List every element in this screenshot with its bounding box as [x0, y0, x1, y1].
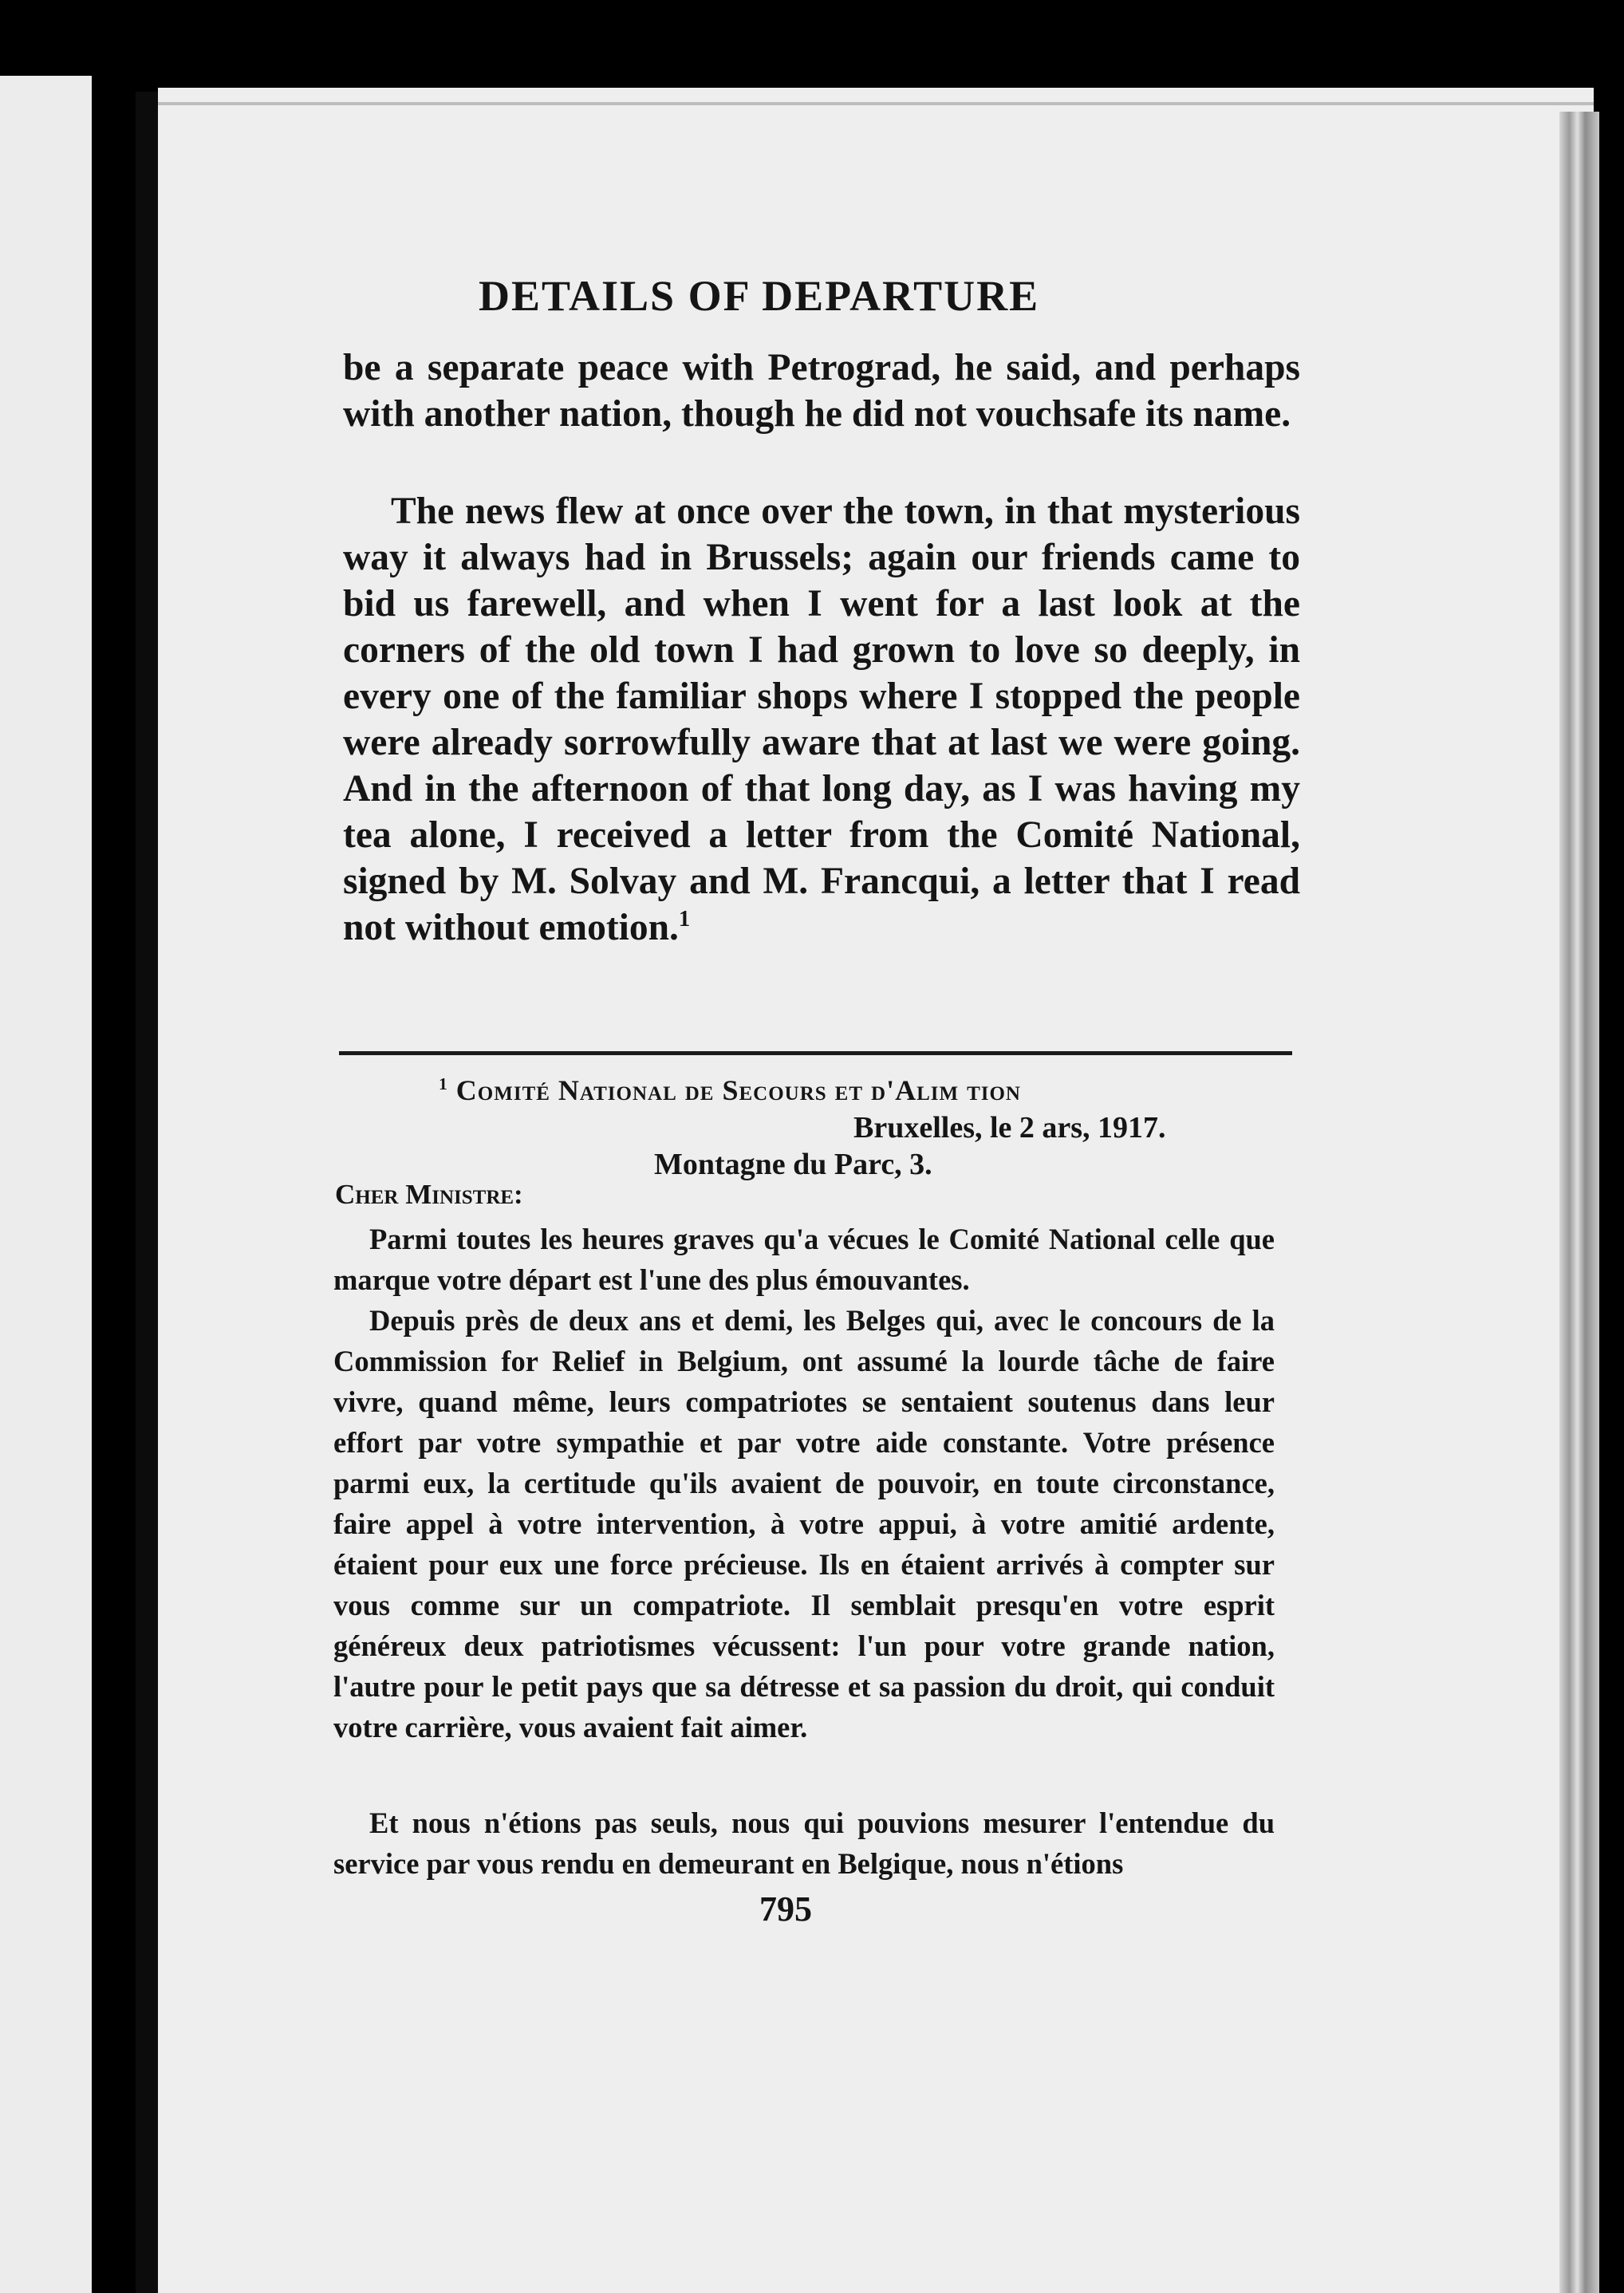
footnote-rule [339, 1051, 1292, 1055]
page-number: 795 [759, 1889, 812, 1929]
page-stack-edge [1559, 112, 1599, 2293]
footnote-paragraph-1: Parmi toutes les heures graves qu'a vécues le Comité National celle que marque votre départ est l'une des plus émouvantes. [333, 1223, 1275, 1296]
body-paragraph-2-text: The news flew at once over the town, in that mysterious way it always had in Brussels; again our friends came to bid us farewell, and when I went for a last look at the corners of the old town I had grown to love so deeply, in every one of the familiar shops where I stopped the people were already sorrowfully aware that at last we were going. And in the afternoon of that long day, as I was having my tea alone, I received a letter from the Comité National, signed by M. Solvay and M. Francqui, a letter that I read not without emotion. [343, 491, 1300, 948]
book-spine [136, 92, 158, 2293]
running-head: DETAILS OF DEPARTURE [479, 272, 1040, 320]
footnote-paragraph-3: Et nous n'étions pas seuls, nous qui pouvions mesurer l'entendue du service par vous rendu en demeurant en Belgique, nous n'étions [333, 1806, 1275, 1880]
facing-page-edge [0, 76, 92, 2293]
footnote-date-line: Bruxelles, le 2 ars, 1917. [853, 1111, 1166, 1145]
footnote-marker: 1 [439, 1074, 448, 1093]
footnote-address: Montagne du Parc, 3. [654, 1148, 932, 1181]
footnote-paragraph-2: Depuis près de deux ans et demi, les Belges qui, avec le concours de la Commission for Relief in Belgium, ont assumé la lourde tâche de faire vivre, quand même, leurs compatriotes se sentaient soutenus dans leur effort par votre sympathie et par votre aide constante. Votre présence parmi eux, la certitude qu'ils avaient de pouvoir, en toute circonstance, faire appel à votre intervention, à votre appui, à votre amitié ardente, étaient pour eux une force précieuse. Ils en étaient arrivés à compter sur vous comme sur un compatriote. Il semblait presqu'en votre esprit généreux deux patriotismes vécussent: l'un pour votre grande nation, l'autre pour le petit pays que sa détresse et sa passion du droit, qui conduit votre carrière, vous avaient fait aimer. [333, 1304, 1275, 1743]
body-paragraph-2 [343, 488, 1300, 951]
footnote-reference: 1 [678, 907, 691, 932]
page-top-edge [158, 102, 1594, 105]
footnote-salutation: Cher Ministre: [335, 1179, 523, 1210]
footnote-heading-text: Comité National de Secours et d'Alim tion [455, 1074, 1021, 1106]
footnote-heading [439, 1074, 1021, 1107]
body-paragraph-1: be a separate peace with Petrograd, he said, and perhaps with another nation, though he did not vouchsafe its name. [343, 347, 1300, 435]
